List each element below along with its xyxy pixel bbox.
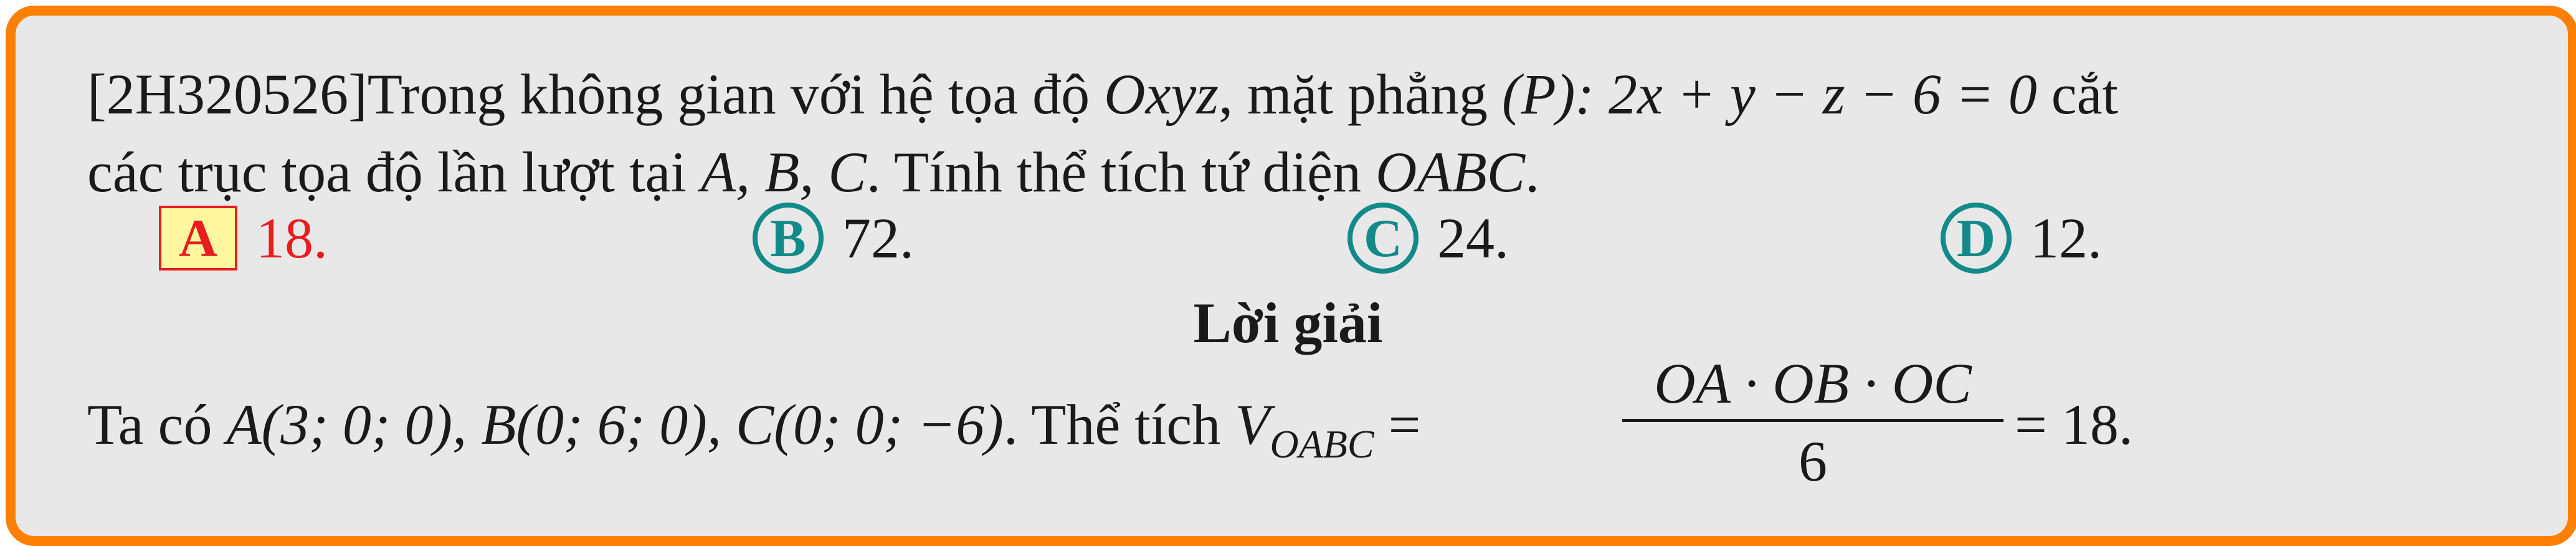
option-d-value: 12. [2030, 206, 2102, 270]
question-line-1: [2H320526]Trong không gian với hệ tọa độ Oxyz, mặt phẳng (P): 2x + y − z − 6 = 0 cắt [87, 62, 2119, 126]
option-d[interactable] [1941, 206, 2102, 271]
option-b-letter-circle: B [753, 203, 824, 274]
option-c[interactable] [1347, 206, 1509, 271]
option-a-letter-box: A [159, 206, 237, 271]
solution-line: Ta có A(3; 0; 0), B(0; 6; 0), C(0; 0; −6). Thể tích $V_{OABC}$ = [87, 393, 1421, 466]
solution-coordinates: A(3; 0; 0), B(0; 6; 0), C(0; 0; −6) [226, 393, 1004, 456]
question-line-2: các trục tọa độ lần lượt tại A, B, C. Tính thể tích tứ diện OABC. [87, 140, 1540, 204]
option-a-value: 18. [256, 206, 328, 270]
question-id: [2H320526] [87, 62, 368, 126]
option-b-value: 72. [842, 206, 914, 270]
tetrahedron-name: OABC [1375, 140, 1526, 204]
volume-symbol: V [1235, 393, 1270, 456]
solution-result: = 18. [2015, 393, 2133, 456]
option-c-value: 24. [1437, 206, 1509, 270]
option-a[interactable] [159, 206, 328, 271]
option-d-letter-circle: D [1941, 203, 2012, 274]
volume-fraction [1622, 349, 2003, 496]
volume-subscript: OABC [1270, 422, 1374, 466]
plane-equation: (P): 2x + y − z − 6 = 0 [1501, 62, 2037, 126]
coordinate-system: Oxyz [1104, 62, 1219, 126]
option-b[interactable] [753, 206, 914, 271]
fraction-bar [1622, 419, 2003, 422]
fraction-denominator: 6 [1799, 429, 1827, 493]
solution-title: Lời giải [1193, 291, 1383, 355]
fraction-numerator: OA · OB · OC [1654, 352, 1972, 415]
intersection-points: A, B, C [700, 140, 867, 204]
option-c-letter-circle: C [1347, 203, 1419, 274]
